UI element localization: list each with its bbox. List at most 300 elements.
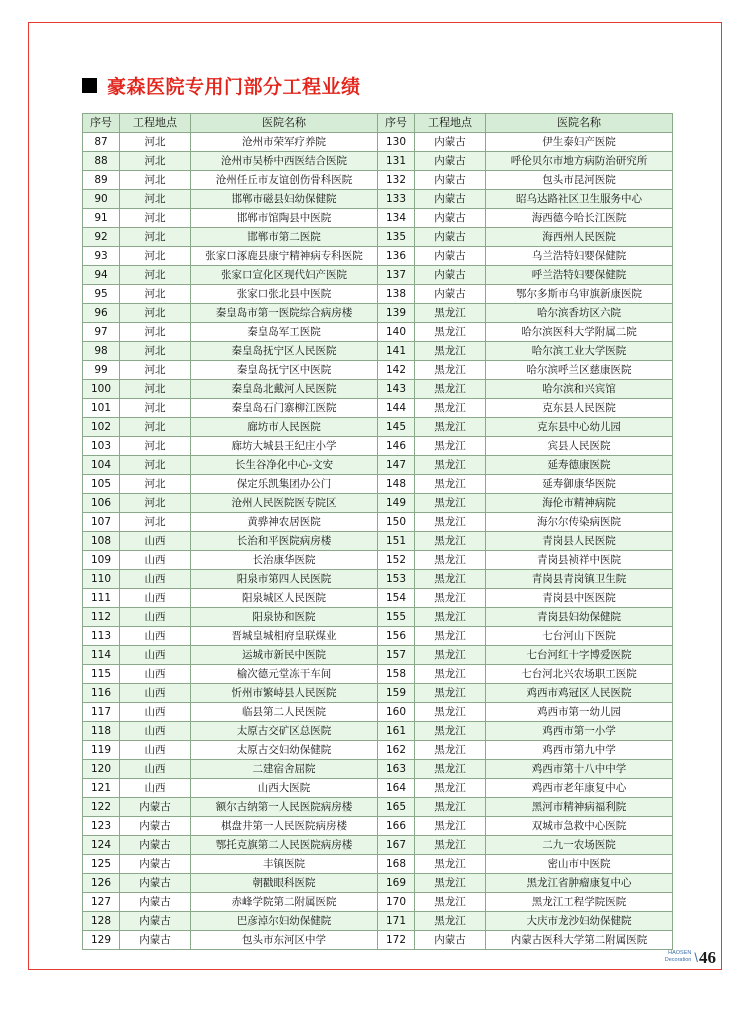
table-row bbox=[83, 893, 673, 912]
table-row bbox=[83, 836, 673, 855]
table-row bbox=[83, 608, 673, 627]
cell-hospital-left: 沧州市吴桥中西医结合医院 bbox=[191, 152, 378, 171]
cell-hospital-right: 鸡西市第十八中中学 bbox=[486, 760, 673, 779]
cell-hospital-left: 沧州任丘市友谊创伤骨科医院 bbox=[191, 171, 378, 190]
cell-index-right: 142 bbox=[378, 361, 415, 380]
cell-index-right: 156 bbox=[378, 627, 415, 646]
cell-hospital-left: 阳泉协和医院 bbox=[191, 608, 378, 627]
cell-hospital-left: 长生谷净化中心-文安 bbox=[191, 456, 378, 475]
cell-hospital-left: 阳泉市第四人民医院 bbox=[191, 570, 378, 589]
cell-index-left: 97 bbox=[83, 323, 120, 342]
cell-location-left: 内蒙古 bbox=[120, 855, 191, 874]
cell-index-left: 115 bbox=[83, 665, 120, 684]
table-row bbox=[83, 931, 673, 950]
cell-index-left: 90 bbox=[83, 190, 120, 209]
cell-location-left: 河北 bbox=[120, 380, 191, 399]
cell-location-left: 河北 bbox=[120, 494, 191, 513]
cell-hospital-right: 青岗县妇幼保健院 bbox=[486, 608, 673, 627]
cell-index-left: 112 bbox=[83, 608, 120, 627]
table-row bbox=[83, 266, 673, 285]
cell-index-left: 121 bbox=[83, 779, 120, 798]
cell-location-right: 黑龙江 bbox=[415, 342, 486, 361]
table-row bbox=[83, 380, 673, 399]
cell-location-right: 黑龙江 bbox=[415, 361, 486, 380]
cell-hospital-right: 二九一农场医院 bbox=[486, 836, 673, 855]
cell-location-left: 山西 bbox=[120, 627, 191, 646]
cell-hospital-right: 双城市急救中心医院 bbox=[486, 817, 673, 836]
cell-index-right: 143 bbox=[378, 380, 415, 399]
cell-hospital-left: 廊坊大城县王纪庄小学 bbox=[191, 437, 378, 456]
cell-hospital-right: 鄂尔多斯市乌审旗新康医院 bbox=[486, 285, 673, 304]
cell-index-right: 157 bbox=[378, 646, 415, 665]
cell-hospital-right: 包头市昆河医院 bbox=[486, 171, 673, 190]
table-row bbox=[83, 456, 673, 475]
cell-location-right: 黑龙江 bbox=[415, 589, 486, 608]
cell-index-right: 133 bbox=[378, 190, 415, 209]
cell-index-left: 124 bbox=[83, 836, 120, 855]
cell-hospital-right: 哈尔滨呼兰区慈康医院 bbox=[486, 361, 673, 380]
cell-location-left: 河北 bbox=[120, 456, 191, 475]
cell-index-right: 145 bbox=[378, 418, 415, 437]
cell-hospital-left: 阳泉城区人民医院 bbox=[191, 589, 378, 608]
column-header-location-right: 工程地点 bbox=[415, 114, 486, 133]
cell-location-left: 山西 bbox=[120, 684, 191, 703]
cell-hospital-right: 延寿御康华医院 bbox=[486, 475, 673, 494]
cell-hospital-right: 黑龙江省肿瘤康复中心 bbox=[486, 874, 673, 893]
cell-index-right: 141 bbox=[378, 342, 415, 361]
cell-index-right: 170 bbox=[378, 893, 415, 912]
cell-hospital-left: 邯郸市馆陶县中医院 bbox=[191, 209, 378, 228]
cell-hospital-left: 晋城皇城相府皇联煤业 bbox=[191, 627, 378, 646]
cell-index-right: 153 bbox=[378, 570, 415, 589]
cell-location-left: 河北 bbox=[120, 304, 191, 323]
table-row bbox=[83, 817, 673, 836]
cell-index-right: 169 bbox=[378, 874, 415, 893]
cell-location-left: 河北 bbox=[120, 342, 191, 361]
cell-index-left: 100 bbox=[83, 380, 120, 399]
cell-index-right: 166 bbox=[378, 817, 415, 836]
cell-location-right: 黑龙江 bbox=[415, 855, 486, 874]
cell-hospital-left: 赤峰学院第二附属医院 bbox=[191, 893, 378, 912]
table-row bbox=[83, 304, 673, 323]
cell-index-left: 102 bbox=[83, 418, 120, 437]
table-row bbox=[83, 323, 673, 342]
cell-hospital-right: 黑龙江工程学院医院 bbox=[486, 893, 673, 912]
cell-index-right: 154 bbox=[378, 589, 415, 608]
cell-index-left: 94 bbox=[83, 266, 120, 285]
table-row bbox=[83, 342, 673, 361]
cell-location-right: 内蒙古 bbox=[415, 247, 486, 266]
table-row bbox=[83, 437, 673, 456]
cell-hospital-left: 张家口涿鹿县康宁精神病专科医院 bbox=[191, 247, 378, 266]
cell-location-left: 河北 bbox=[120, 190, 191, 209]
cell-hospital-right: 鸡西市老年康复中心 bbox=[486, 779, 673, 798]
cell-location-left: 河北 bbox=[120, 266, 191, 285]
cell-hospital-right: 克东县中心幼儿园 bbox=[486, 418, 673, 437]
cell-index-left: 127 bbox=[83, 893, 120, 912]
cell-location-left: 山西 bbox=[120, 532, 191, 551]
cell-location-left: 山西 bbox=[120, 608, 191, 627]
cell-location-right: 内蒙古 bbox=[415, 931, 486, 950]
table-row bbox=[83, 722, 673, 741]
cell-hospital-left: 保定乐凯集团办公门 bbox=[191, 475, 378, 494]
cell-hospital-left: 临县第二人民医院 bbox=[191, 703, 378, 722]
table-row bbox=[83, 589, 673, 608]
footer-brand bbox=[665, 950, 692, 964]
table-body bbox=[83, 133, 673, 950]
cell-index-right: 171 bbox=[378, 912, 415, 931]
cell-index-left: 95 bbox=[83, 285, 120, 304]
table-row bbox=[83, 152, 673, 171]
cell-index-right: 139 bbox=[378, 304, 415, 323]
cell-hospital-right: 哈尔滨医科大学附属二院 bbox=[486, 323, 673, 342]
cell-hospital-right: 黑河市精神病福利院 bbox=[486, 798, 673, 817]
cell-location-right: 黑龙江 bbox=[415, 418, 486, 437]
table-header-row bbox=[83, 114, 673, 133]
cell-hospital-left: 长治和平医院病房楼 bbox=[191, 532, 378, 551]
cell-index-right: 148 bbox=[378, 475, 415, 494]
cell-location-right: 黑龙江 bbox=[415, 551, 486, 570]
cell-hospital-left: 朝戳眼科医院 bbox=[191, 874, 378, 893]
cell-index-left: 113 bbox=[83, 627, 120, 646]
cell-location-right: 黑龙江 bbox=[415, 836, 486, 855]
cell-hospital-right: 海西德今哈长江医院 bbox=[486, 209, 673, 228]
cell-index-left: 98 bbox=[83, 342, 120, 361]
cell-hospital-left: 丰镇医院 bbox=[191, 855, 378, 874]
cell-hospital-right: 哈尔滨工业大学医院 bbox=[486, 342, 673, 361]
cell-hospital-right: 鸡西市第一小学 bbox=[486, 722, 673, 741]
cell-index-right: 134 bbox=[378, 209, 415, 228]
title-bullet-icon bbox=[82, 78, 97, 93]
cell-location-right: 黑龙江 bbox=[415, 665, 486, 684]
cell-location-right: 内蒙古 bbox=[415, 266, 486, 285]
cell-index-left: 96 bbox=[83, 304, 120, 323]
table-row bbox=[83, 912, 673, 931]
cell-index-left: 117 bbox=[83, 703, 120, 722]
cell-index-left: 88 bbox=[83, 152, 120, 171]
cell-index-left: 104 bbox=[83, 456, 120, 475]
table-row bbox=[83, 798, 673, 817]
cell-index-right: 160 bbox=[378, 703, 415, 722]
cell-location-right: 黑龙江 bbox=[415, 437, 486, 456]
cell-hospital-left: 张家口宣化区现代妇产医院 bbox=[191, 266, 378, 285]
footer-brand-line1: HAOSEN bbox=[668, 950, 692, 957]
cell-location-left: 山西 bbox=[120, 646, 191, 665]
cell-hospital-right: 哈尔滨和兴宾馆 bbox=[486, 380, 673, 399]
cell-location-right: 黑龙江 bbox=[415, 741, 486, 760]
cell-location-left: 内蒙古 bbox=[120, 836, 191, 855]
cell-location-right: 黑龙江 bbox=[415, 456, 486, 475]
cell-location-left: 河北 bbox=[120, 228, 191, 247]
cell-hospital-right: 鸡西市第九中学 bbox=[486, 741, 673, 760]
cell-location-left: 山西 bbox=[120, 722, 191, 741]
cell-index-right: 138 bbox=[378, 285, 415, 304]
cell-hospital-right: 青岗县青岗镇卫生院 bbox=[486, 570, 673, 589]
cell-hospital-left: 长治康华医院 bbox=[191, 551, 378, 570]
cell-location-right: 内蒙古 bbox=[415, 152, 486, 171]
cell-index-right: 146 bbox=[378, 437, 415, 456]
cell-index-left: 118 bbox=[83, 722, 120, 741]
cell-location-left: 河北 bbox=[120, 475, 191, 494]
cell-hospital-right: 鸡西市鸡冠区人民医院 bbox=[486, 684, 673, 703]
cell-index-left: 129 bbox=[83, 931, 120, 950]
table-row bbox=[83, 361, 673, 380]
cell-hospital-right: 海尔尔传染病医院 bbox=[486, 513, 673, 532]
cell-index-left: 125 bbox=[83, 855, 120, 874]
cell-hospital-right: 昭乌达路社区卫生服务中心 bbox=[486, 190, 673, 209]
cell-hospital-left: 邯郸市第二医院 bbox=[191, 228, 378, 247]
cell-location-left: 河北 bbox=[120, 361, 191, 380]
cell-index-right: 140 bbox=[378, 323, 415, 342]
cell-hospital-right: 海西州人民医院 bbox=[486, 228, 673, 247]
cell-hospital-right: 青岗县中医医院 bbox=[486, 589, 673, 608]
column-header-index-right: 序号 bbox=[378, 114, 415, 133]
cell-index-right: 152 bbox=[378, 551, 415, 570]
cell-location-left: 河北 bbox=[120, 133, 191, 152]
cell-location-left: 山西 bbox=[120, 589, 191, 608]
page-content bbox=[60, 72, 700, 950]
cell-location-right: 内蒙古 bbox=[415, 133, 486, 152]
table-row bbox=[83, 475, 673, 494]
cell-location-left: 河北 bbox=[120, 399, 191, 418]
table-row bbox=[83, 532, 673, 551]
cell-hospital-right: 内蒙古医科大学第二附属医院 bbox=[486, 931, 673, 950]
cell-index-right: 165 bbox=[378, 798, 415, 817]
cell-index-left: 107 bbox=[83, 513, 120, 532]
cell-hospital-right: 伊生泰妇产医院 bbox=[486, 133, 673, 152]
cell-hospital-left: 包头市东河区中学 bbox=[191, 931, 378, 950]
cell-hospital-left: 额尔古纳第一人民医院病房楼 bbox=[191, 798, 378, 817]
cell-location-left: 河北 bbox=[120, 152, 191, 171]
cell-location-left: 山西 bbox=[120, 570, 191, 589]
cell-location-left: 内蒙古 bbox=[120, 798, 191, 817]
cell-location-right: 黑龙江 bbox=[415, 380, 486, 399]
cell-location-left: 内蒙古 bbox=[120, 931, 191, 950]
cell-hospital-right: 哈尔滨香坊区六院 bbox=[486, 304, 673, 323]
cell-hospital-left: 沧州市荣军疗养院 bbox=[191, 133, 378, 152]
cell-location-right: 内蒙古 bbox=[415, 209, 486, 228]
cell-hospital-right: 青岗县人民医院 bbox=[486, 532, 673, 551]
cell-location-right: 黑龙江 bbox=[415, 304, 486, 323]
table-row bbox=[83, 874, 673, 893]
table-row bbox=[83, 779, 673, 798]
cell-location-left: 山西 bbox=[120, 741, 191, 760]
column-header-hospital-right: 医院名称 bbox=[486, 114, 673, 133]
cell-index-left: 123 bbox=[83, 817, 120, 836]
table-row bbox=[83, 627, 673, 646]
cell-location-right: 黑龙江 bbox=[415, 399, 486, 418]
cell-location-left: 河北 bbox=[120, 285, 191, 304]
cell-hospital-right: 大庆市龙沙妇幼保健院 bbox=[486, 912, 673, 931]
cell-location-left: 山西 bbox=[120, 703, 191, 722]
cell-index-left: 116 bbox=[83, 684, 120, 703]
cell-location-left: 山西 bbox=[120, 779, 191, 798]
cell-location-left: 河北 bbox=[120, 418, 191, 437]
cell-location-right: 黑龙江 bbox=[415, 323, 486, 342]
cell-hospital-left: 榆次德元堂冻干车间 bbox=[191, 665, 378, 684]
footer-slash: \ bbox=[694, 950, 698, 965]
cell-location-right: 黑龙江 bbox=[415, 798, 486, 817]
cell-index-right: 149 bbox=[378, 494, 415, 513]
table-row bbox=[83, 494, 673, 513]
cell-hospital-right: 乌兰浩特妇婴保健院 bbox=[486, 247, 673, 266]
cell-location-right: 黑龙江 bbox=[415, 893, 486, 912]
cell-index-left: 91 bbox=[83, 209, 120, 228]
cell-hospital-right: 青岗县祯祥中医院 bbox=[486, 551, 673, 570]
cell-hospital-right: 延寿德康医院 bbox=[486, 456, 673, 475]
cell-hospital-right: 宾县人民医院 bbox=[486, 437, 673, 456]
cell-hospital-right: 七台河红十字博爱医院 bbox=[486, 646, 673, 665]
cell-hospital-right: 七台河山下医院 bbox=[486, 627, 673, 646]
table-row bbox=[83, 399, 673, 418]
table-row bbox=[83, 171, 673, 190]
cell-hospital-left: 山西大医院 bbox=[191, 779, 378, 798]
cell-index-left: 120 bbox=[83, 760, 120, 779]
cell-location-left: 内蒙古 bbox=[120, 874, 191, 893]
cell-index-left: 111 bbox=[83, 589, 120, 608]
cell-hospital-left: 黄骅神农居医院 bbox=[191, 513, 378, 532]
cell-index-right: 132 bbox=[378, 171, 415, 190]
cell-index-left: 89 bbox=[83, 171, 120, 190]
cell-location-right: 黑龙江 bbox=[415, 722, 486, 741]
footer-page-number: 46 bbox=[699, 948, 716, 967]
cell-index-right: 158 bbox=[378, 665, 415, 684]
cell-index-left: 114 bbox=[83, 646, 120, 665]
cell-index-right: 159 bbox=[378, 684, 415, 703]
cell-index-left: 106 bbox=[83, 494, 120, 513]
cell-location-right: 黑龙江 bbox=[415, 570, 486, 589]
cell-hospital-left: 秦皇岛北戴河人民医院 bbox=[191, 380, 378, 399]
cell-index-right: 172 bbox=[378, 931, 415, 950]
cell-index-right: 161 bbox=[378, 722, 415, 741]
cell-index-right: 135 bbox=[378, 228, 415, 247]
cell-index-right: 168 bbox=[378, 855, 415, 874]
cell-location-left: 内蒙古 bbox=[120, 817, 191, 836]
cell-hospital-left: 沧州人民医院医专院区 bbox=[191, 494, 378, 513]
cell-hospital-left: 秦皇岛抚宁区中医院 bbox=[191, 361, 378, 380]
cell-location-left: 河北 bbox=[120, 209, 191, 228]
cell-location-right: 黑龙江 bbox=[415, 627, 486, 646]
cell-hospital-left: 鄂托克旗第二人民医院病房楼 bbox=[191, 836, 378, 855]
table-row bbox=[83, 760, 673, 779]
cell-location-left: 山西 bbox=[120, 760, 191, 779]
cell-hospital-left: 太原古交妇幼保健院 bbox=[191, 741, 378, 760]
cell-index-right: 167 bbox=[378, 836, 415, 855]
column-header-location-left: 工程地点 bbox=[120, 114, 191, 133]
cell-hospital-right: 海伦市精神病院 bbox=[486, 494, 673, 513]
cell-index-left: 108 bbox=[83, 532, 120, 551]
cell-location-right: 内蒙古 bbox=[415, 285, 486, 304]
cell-location-right: 黑龙江 bbox=[415, 513, 486, 532]
cell-location-right: 黑龙江 bbox=[415, 608, 486, 627]
cell-index-left: 93 bbox=[83, 247, 120, 266]
cell-hospital-left: 二建宿舍屈院 bbox=[191, 760, 378, 779]
page-title-row bbox=[60, 72, 700, 99]
cell-location-right: 内蒙古 bbox=[415, 228, 486, 247]
table-row bbox=[83, 703, 673, 722]
page-footer bbox=[665, 949, 716, 966]
cell-location-left: 河北 bbox=[120, 323, 191, 342]
table-row bbox=[83, 665, 673, 684]
cell-location-left: 河北 bbox=[120, 171, 191, 190]
cell-index-right: 155 bbox=[378, 608, 415, 627]
cell-index-right: 150 bbox=[378, 513, 415, 532]
cell-index-left: 105 bbox=[83, 475, 120, 494]
cell-index-left: 128 bbox=[83, 912, 120, 931]
cell-hospital-right: 鸡西市第一幼儿园 bbox=[486, 703, 673, 722]
cell-index-left: 122 bbox=[83, 798, 120, 817]
cell-index-right: 130 bbox=[378, 133, 415, 152]
cell-hospital-left: 忻州市繁峙县人民医院 bbox=[191, 684, 378, 703]
cell-hospital-right: 七台河北兴农场职工医院 bbox=[486, 665, 673, 684]
table-row bbox=[83, 247, 673, 266]
cell-location-left: 河北 bbox=[120, 513, 191, 532]
cell-location-right: 内蒙古 bbox=[415, 171, 486, 190]
cell-hospital-right: 呼兰浩特妇婴保健院 bbox=[486, 266, 673, 285]
table-row bbox=[83, 684, 673, 703]
cell-location-left: 内蒙古 bbox=[120, 893, 191, 912]
table-row bbox=[83, 418, 673, 437]
cell-index-right: 131 bbox=[378, 152, 415, 171]
cell-location-right: 黑龙江 bbox=[415, 779, 486, 798]
table-row bbox=[83, 228, 673, 247]
cell-location-right: 内蒙古 bbox=[415, 190, 486, 209]
cell-location-left: 内蒙古 bbox=[120, 912, 191, 931]
table-row bbox=[83, 646, 673, 665]
table-row bbox=[83, 855, 673, 874]
cell-index-right: 147 bbox=[378, 456, 415, 475]
cell-index-right: 151 bbox=[378, 532, 415, 551]
table-row bbox=[83, 551, 673, 570]
table-row bbox=[83, 190, 673, 209]
cell-location-right: 黑龙江 bbox=[415, 817, 486, 836]
cell-index-right: 164 bbox=[378, 779, 415, 798]
cell-hospital-left: 邯郸市磁县妇幼保健院 bbox=[191, 190, 378, 209]
cell-location-left: 河北 bbox=[120, 437, 191, 456]
cell-index-left: 92 bbox=[83, 228, 120, 247]
cell-hospital-left: 秦皇岛市第一医院综合病房楼 bbox=[191, 304, 378, 323]
cell-index-right: 144 bbox=[378, 399, 415, 418]
cell-index-right: 137 bbox=[378, 266, 415, 285]
cell-location-left: 山西 bbox=[120, 665, 191, 684]
cell-location-right: 黑龙江 bbox=[415, 684, 486, 703]
cell-location-right: 黑龙江 bbox=[415, 532, 486, 551]
column-header-index-left: 序号 bbox=[83, 114, 120, 133]
cell-location-left: 山西 bbox=[120, 551, 191, 570]
cell-index-left: 119 bbox=[83, 741, 120, 760]
cell-location-right: 黑龙江 bbox=[415, 646, 486, 665]
table-row bbox=[83, 209, 673, 228]
projects-table bbox=[82, 113, 673, 950]
table-row bbox=[83, 513, 673, 532]
page-title: 豪森医院专用门部分工程业绩 bbox=[107, 76, 361, 98]
cell-index-left: 101 bbox=[83, 399, 120, 418]
table-row bbox=[83, 133, 673, 152]
table-row bbox=[83, 741, 673, 760]
cell-location-right: 黑龙江 bbox=[415, 475, 486, 494]
cell-hospital-left: 廊坊市人民医院 bbox=[191, 418, 378, 437]
cell-hospital-left: 棋盘井第一人民医院病房楼 bbox=[191, 817, 378, 836]
cell-index-right: 136 bbox=[378, 247, 415, 266]
cell-hospital-left: 巴彦淖尔妇幼保健院 bbox=[191, 912, 378, 931]
cell-location-right: 黑龙江 bbox=[415, 912, 486, 931]
cell-index-left: 110 bbox=[83, 570, 120, 589]
cell-index-left: 87 bbox=[83, 133, 120, 152]
cell-hospital-left: 秦皇岛抚宁区人民医院 bbox=[191, 342, 378, 361]
cell-hospital-right: 密山市中医院 bbox=[486, 855, 673, 874]
cell-hospital-right: 克东县人民医院 bbox=[486, 399, 673, 418]
cell-index-left: 126 bbox=[83, 874, 120, 893]
